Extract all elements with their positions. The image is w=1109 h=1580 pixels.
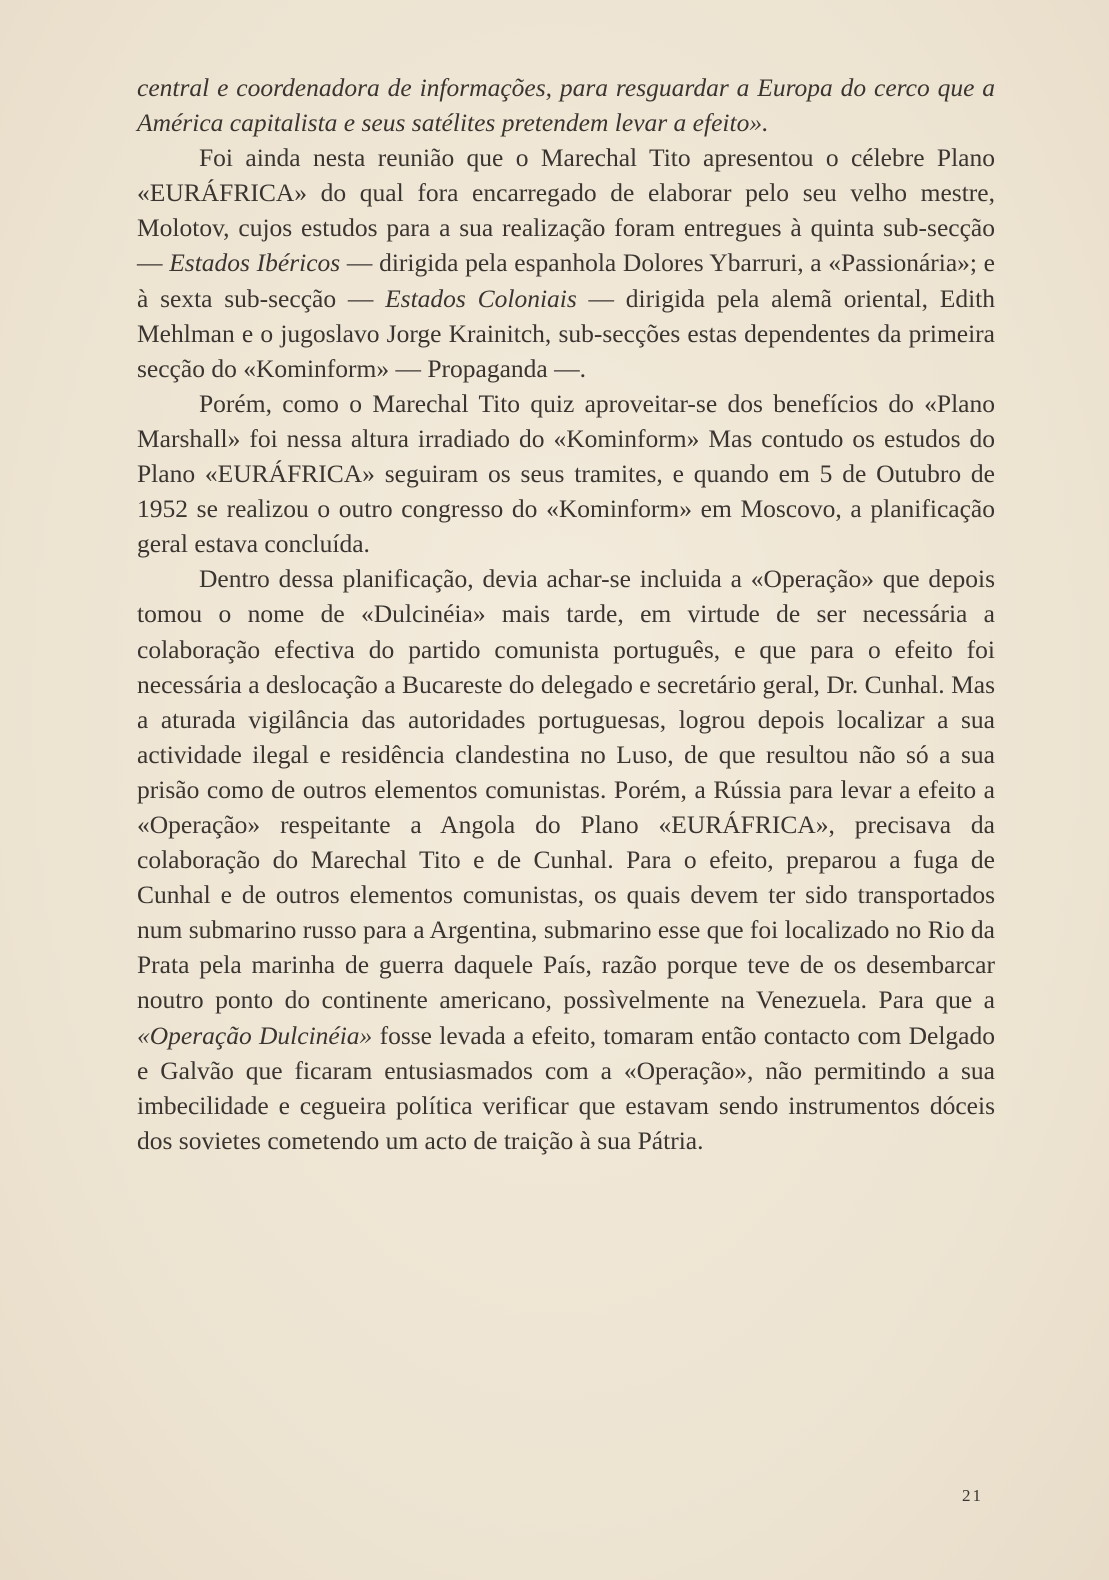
paragraph-plano-marshall bbox=[137, 386, 995, 561]
paragraph-operacao-dulcineia bbox=[137, 561, 995, 1158]
body-text bbox=[137, 70, 995, 1158]
continued-paragraph bbox=[137, 70, 995, 140]
paragraph-text: Foi ainda nesta reunião que o Marechal Tito apresentou o célebre Plano «EURÁFRICA» do qual fora encarregado de elaborar pelo seu velho mestre, Molotov, cujos estudos para a sua realização foram entregues à quinta sub-secção — bbox=[137, 143, 995, 278]
paragraph-text: Porém, como o Marechal Tito quiz aproveitar-se dos benefícios do «Plano Marshall» foi nessa altura irradiado do «Kominform» Mas contudo os estudos do Plano «EURÁFRICA» seguiram os seus tramites, e quando em 5 de Outubro de 1952 se realizou o outro congresso do «Kominform» em Moscovo, a planificação geral estava concluída. bbox=[137, 388, 995, 559]
page-number: 21 bbox=[962, 1486, 983, 1505]
continued-paragraph-text: central e coordenadora de informações, para resguardar a Europa do cerco que a América capitalista e seus satélites pretendem levar a efeito». bbox=[137, 73, 995, 138]
paragraph-text: — dirigida pela espanhola Dolores Ybarruri, a «Passionária»; e à sexta sub-secção — bbox=[137, 248, 996, 313]
emphasis-operacao-dulcineia: «Operação Dulcinéia» bbox=[137, 1020, 373, 1050]
paragraph-text: Dentro dessa planificação, devia achar-se incluida a «Operação» que depois tomou o nome de «Dulcinéia» mais tarde, em virtude de ser necessária a colaboração efectiva do partido comunista português, e que para o efeito foi necessária a deslocação a Bucareste do delegado e secretário geral, Dr. Cunhal. Mas a aturada vigilância das autoridades portuguesas, logrou depois localizar a sua actividade ilegal e residência clandestina no Luso, de que resultou não só a sua prisão como de outros elementos comunistas. Porém, a Rússia para levar a efeito a «Operação» respeitante a Angola do Plano «EURÁFRICA», precisava da colaboração do Marechal Tito e de Cunhal. Para o efeito, preparou a fuga de Cunhal e de outros elementos comunistas, os quais devem ter sido transportados num submarino russo para a Argentina, submarino esse que foi localizado no Rio da Prata pela marinha de guerra daquele País, razão porque teve de os desembarcar noutro ponto do continente americano, possìvelmente na Venezuela. Para que a bbox=[137, 564, 995, 1015]
paragraph-eurafrica-plan bbox=[137, 140, 995, 386]
paragraph-text: fosse levada a efeito, tomaram então contacto com Delgado e Galvão que ficaram entusiasmados com a «Operação», não permitindo a sua imbecilidade e cegueira política verificar que estavam sendo instrumentos dóceis dos sovietes cometendo um acto de traição à sua Pátria. bbox=[137, 1020, 996, 1155]
emphasis-estados-ibericos: Estados Ibéricos bbox=[169, 248, 341, 278]
emphasis-estados-coloniais: Estados Coloniais bbox=[385, 283, 577, 313]
paragraph-text: — dirigida pela alemã oriental, Edith Mehlman e o jugoslavo Jorge Krainitch, sub-secções estas dependentes da primeira secção do «Kominform» — Propaganda —. bbox=[137, 283, 995, 383]
